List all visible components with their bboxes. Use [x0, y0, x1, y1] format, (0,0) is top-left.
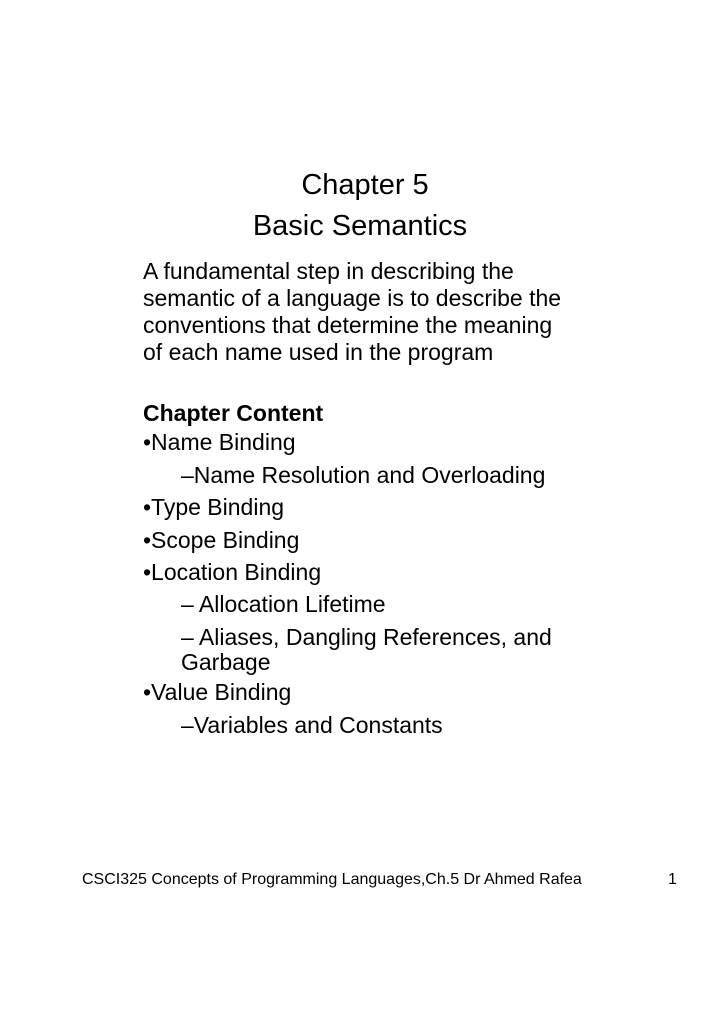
intro-line: semantic of a language is to describe the	[143, 285, 562, 311]
sub-item-aliases-continued: Garbage	[181, 649, 271, 675]
intro-paragraph	[143, 258, 643, 366]
intro-line: conventions that determine the meaning	[143, 312, 553, 338]
page-footer: CSCI325 Concepts of Programming Languages,Ch.5 Dr Ahmed Rafea	[82, 871, 582, 888]
content-heading: Chapter Content	[143, 400, 324, 426]
chapter-title: Basic Semantics	[252, 210, 468, 242]
sub-item-allocation-lifetime: – Allocation Lifetime	[181, 591, 386, 617]
sub-item-aliases: – Aliases, Dangling References, and	[181, 624, 552, 650]
list-item-scope-binding: •Scope Binding	[143, 527, 300, 553]
list-item-location-binding: •Location Binding	[143, 559, 322, 585]
chapter-content-list	[143, 398, 663, 738]
list-item-type-binding: •Type Binding	[143, 494, 285, 520]
sub-item-name-resolution: –Name Resolution and Overloading	[181, 462, 546, 488]
chapter-number-title: Chapter 5	[301, 169, 429, 201]
list-item-name-binding: •Name Binding	[143, 429, 296, 455]
intro-line: A fundamental step in describing the	[143, 258, 514, 284]
intro-line: of each name used in the program	[143, 339, 494, 365]
page-number: 1	[668, 871, 677, 888]
sub-item-variables-constants: –Variables and Constants	[181, 712, 443, 738]
list-item-value-binding: •Value Binding	[143, 679, 292, 705]
